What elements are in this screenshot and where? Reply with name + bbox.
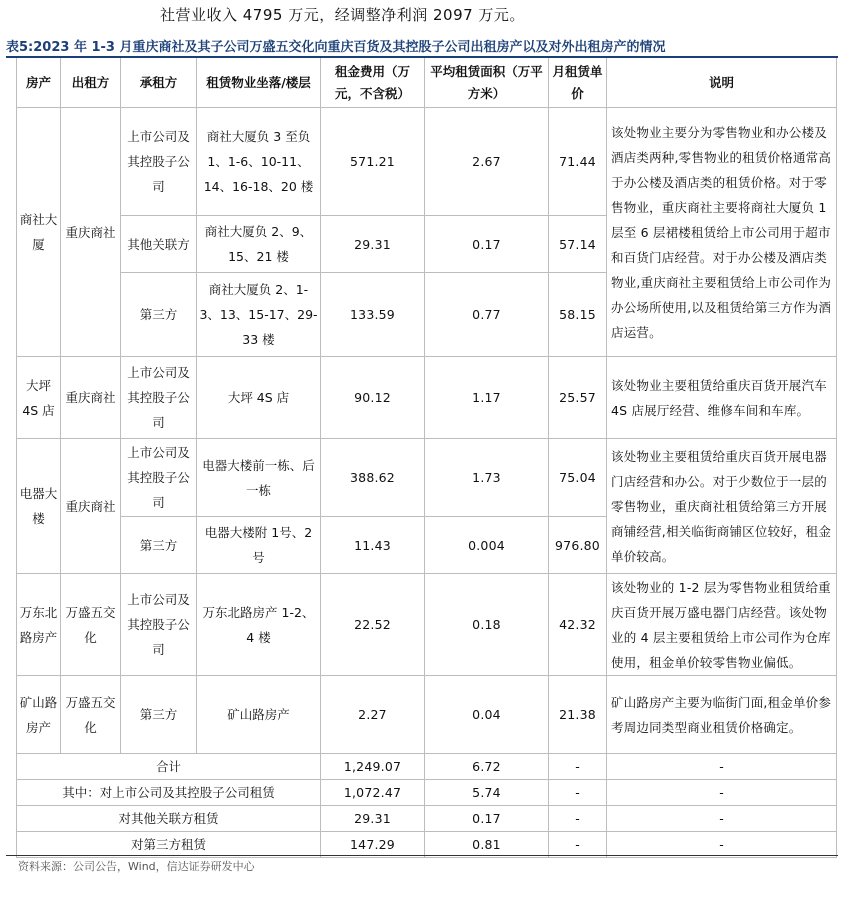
- price-cell: -: [549, 754, 607, 780]
- table-row: [17, 108, 837, 216]
- summary-row: [17, 832, 837, 858]
- location-cell: 万东北路房产 1-2、4 楼: [197, 574, 321, 676]
- rent-cell: 147.29: [321, 832, 425, 858]
- summary-label: 合计: [17, 754, 321, 780]
- area-cell: 0.77: [425, 273, 549, 357]
- area-cell: 0.04: [425, 676, 549, 754]
- lessor-cell: 万盛五交化: [61, 676, 121, 754]
- lessor-cell: 重庆商社: [61, 357, 121, 439]
- area-cell: 0.81: [425, 832, 549, 858]
- area-cell: 2.67: [425, 108, 549, 216]
- note-cell: 该处物业的 1-2 层为零售物业租赁给重庆百货开展万盛电器门店经营。该处物业的 4 层主要租赁给上市公司作为仓库使用，租金单价较零售物业偏低。: [607, 574, 837, 676]
- column-header: 租金费用（万元，不含税）: [321, 58, 425, 108]
- lessor-cell: 重庆商社: [61, 439, 121, 574]
- rent-cell: 2.27: [321, 676, 425, 754]
- rent-cell: 1,072.47: [321, 780, 425, 806]
- location-cell: 商社大厦负 2、9、15、21 楼: [197, 216, 321, 273]
- note-cell: -: [607, 780, 837, 806]
- area-cell: 6.72: [425, 754, 549, 780]
- price-cell: 42.32: [549, 574, 607, 676]
- location-cell: 大坪 4S 店: [197, 357, 321, 439]
- area-cell: 1.17: [425, 357, 549, 439]
- price-cell: 976.80: [549, 517, 607, 574]
- price-cell: 57.14: [549, 216, 607, 273]
- column-header: 承租方: [121, 58, 197, 108]
- summary-row: [17, 780, 837, 806]
- summary-label: 对第三方租赁: [17, 832, 321, 858]
- lessee-cell: 上市公司及其控股子公司: [121, 357, 197, 439]
- note-cell: 该处物业主要分为零售物业和办公楼及酒店类两种,零售物业的租赁价格通常高于办公楼及酒店类的租赁价格。对于零售物业，重庆商社主要将商社大厦负 1 层至 6 层裙楼租赁给上市公司用于超市和百货门店经营。对于办公楼及酒店类物业,重庆商社主要租赁给上市公司作为办公场所使用,以及租赁给第三方作为酒店运营。: [607, 108, 837, 357]
- note-cell: 矿山路房产主要为临街门面,租金单价参考周边同类型商业租赁价格确定。: [607, 676, 837, 754]
- property-cell: 矿山路房产: [17, 676, 61, 754]
- area-cell: 1.73: [425, 439, 549, 517]
- location-cell: 商社大厦负 2、1-3、13、15-17、29-33 楼: [197, 273, 321, 357]
- lessee-cell: 上市公司及其控股子公司: [121, 439, 197, 517]
- rent-cell: 1,249.07: [321, 754, 425, 780]
- source-note: 资料来源：公司公告，Wind，信达证券研发中心: [18, 860, 255, 873]
- rent-cell: 90.12: [321, 357, 425, 439]
- table-row: [17, 439, 837, 517]
- table-row: [17, 574, 837, 676]
- note-cell: -: [607, 754, 837, 780]
- area-cell: 0.004: [425, 517, 549, 574]
- note-cell: 该处物业主要租赁给重庆百货开展电器门店经营和办公。对于少数位于一层的零售物业，重庆商社租赁给第三方开展商铺经营,相关临街商铺区位较好，租金单价较高。: [607, 439, 837, 574]
- area-cell: 0.17: [425, 806, 549, 832]
- note-cell: -: [607, 832, 837, 858]
- lessee-cell: 第三方: [121, 676, 197, 754]
- column-header: 房产: [17, 58, 61, 108]
- intro-text: 社营业收入 4795 万元，经调整净利润 2097 万元。: [160, 6, 525, 24]
- lessor-cell: 重庆商社: [61, 108, 121, 357]
- lessee-cell: 第三方: [121, 273, 197, 357]
- column-header: 说明: [607, 58, 837, 108]
- summary-label: 其中：对上市公司及其控股子公司租赁: [17, 780, 321, 806]
- price-cell: 25.57: [549, 357, 607, 439]
- price-cell: 58.15: [549, 273, 607, 357]
- rent-cell: 29.31: [321, 216, 425, 273]
- rent-cell: 11.43: [321, 517, 425, 574]
- rent-cell: 388.62: [321, 439, 425, 517]
- property-cell: 电器大楼: [17, 439, 61, 574]
- column-header: 月租赁单价: [549, 58, 607, 108]
- table-row: [17, 676, 837, 754]
- rent-cell: 571.21: [321, 108, 425, 216]
- price-cell: -: [549, 806, 607, 832]
- lessee-cell: 第三方: [121, 517, 197, 574]
- location-cell: 商社大厦负 3 至负 1、1-6、10-11、14、16-18、20 楼: [197, 108, 321, 216]
- rental-table: [16, 58, 837, 858]
- column-header: 平均租赁面积（万平方米）: [425, 58, 549, 108]
- column-header: 出租方: [61, 58, 121, 108]
- summary-row: [17, 806, 837, 832]
- property-cell: 万东北路房产: [17, 574, 61, 676]
- area-cell: 0.17: [425, 216, 549, 273]
- note-cell: -: [607, 806, 837, 832]
- note-cell: 该处物业主要租赁给重庆百货开展汽车 4S 店展厅经营、维修车间和车库。: [607, 357, 837, 439]
- table-caption: 表5:2023 年 1-3 月重庆商社及其子公司万盛五交化向重庆百货及其控股子公司出租房产以及对外出租房产的情况: [6, 40, 666, 55]
- price-cell: 71.44: [549, 108, 607, 216]
- location-cell: 电器大楼附 1号、2 号: [197, 517, 321, 574]
- summary-label: 对其他关联方租赁: [17, 806, 321, 832]
- price-cell: -: [549, 832, 607, 858]
- summary-row: [17, 754, 837, 780]
- area-cell: 0.18: [425, 574, 549, 676]
- price-cell: -: [549, 780, 607, 806]
- lessee-cell: 上市公司及其控股子公司: [121, 574, 197, 676]
- lessee-cell: 其他关联方: [121, 216, 197, 273]
- price-cell: 75.04: [549, 439, 607, 517]
- footer-rule: [6, 855, 838, 856]
- rent-cell: 29.31: [321, 806, 425, 832]
- table-row: [17, 357, 837, 439]
- price-cell: 21.38: [549, 676, 607, 754]
- lessor-cell: 万盛五交化: [61, 574, 121, 676]
- column-header: 租赁物业坐落/楼层: [197, 58, 321, 108]
- rent-cell: 22.52: [321, 574, 425, 676]
- location-cell: 矿山路房产: [197, 676, 321, 754]
- area-cell: 5.74: [425, 780, 549, 806]
- property-cell: 大坪4S 店: [17, 357, 61, 439]
- rent-cell: 133.59: [321, 273, 425, 357]
- lessee-cell: 上市公司及其控股子公司: [121, 108, 197, 216]
- location-cell: 电器大楼前一栋、后一栋: [197, 439, 321, 517]
- table-header-row: [17, 58, 837, 108]
- property-cell: 商社大厦: [17, 108, 61, 357]
